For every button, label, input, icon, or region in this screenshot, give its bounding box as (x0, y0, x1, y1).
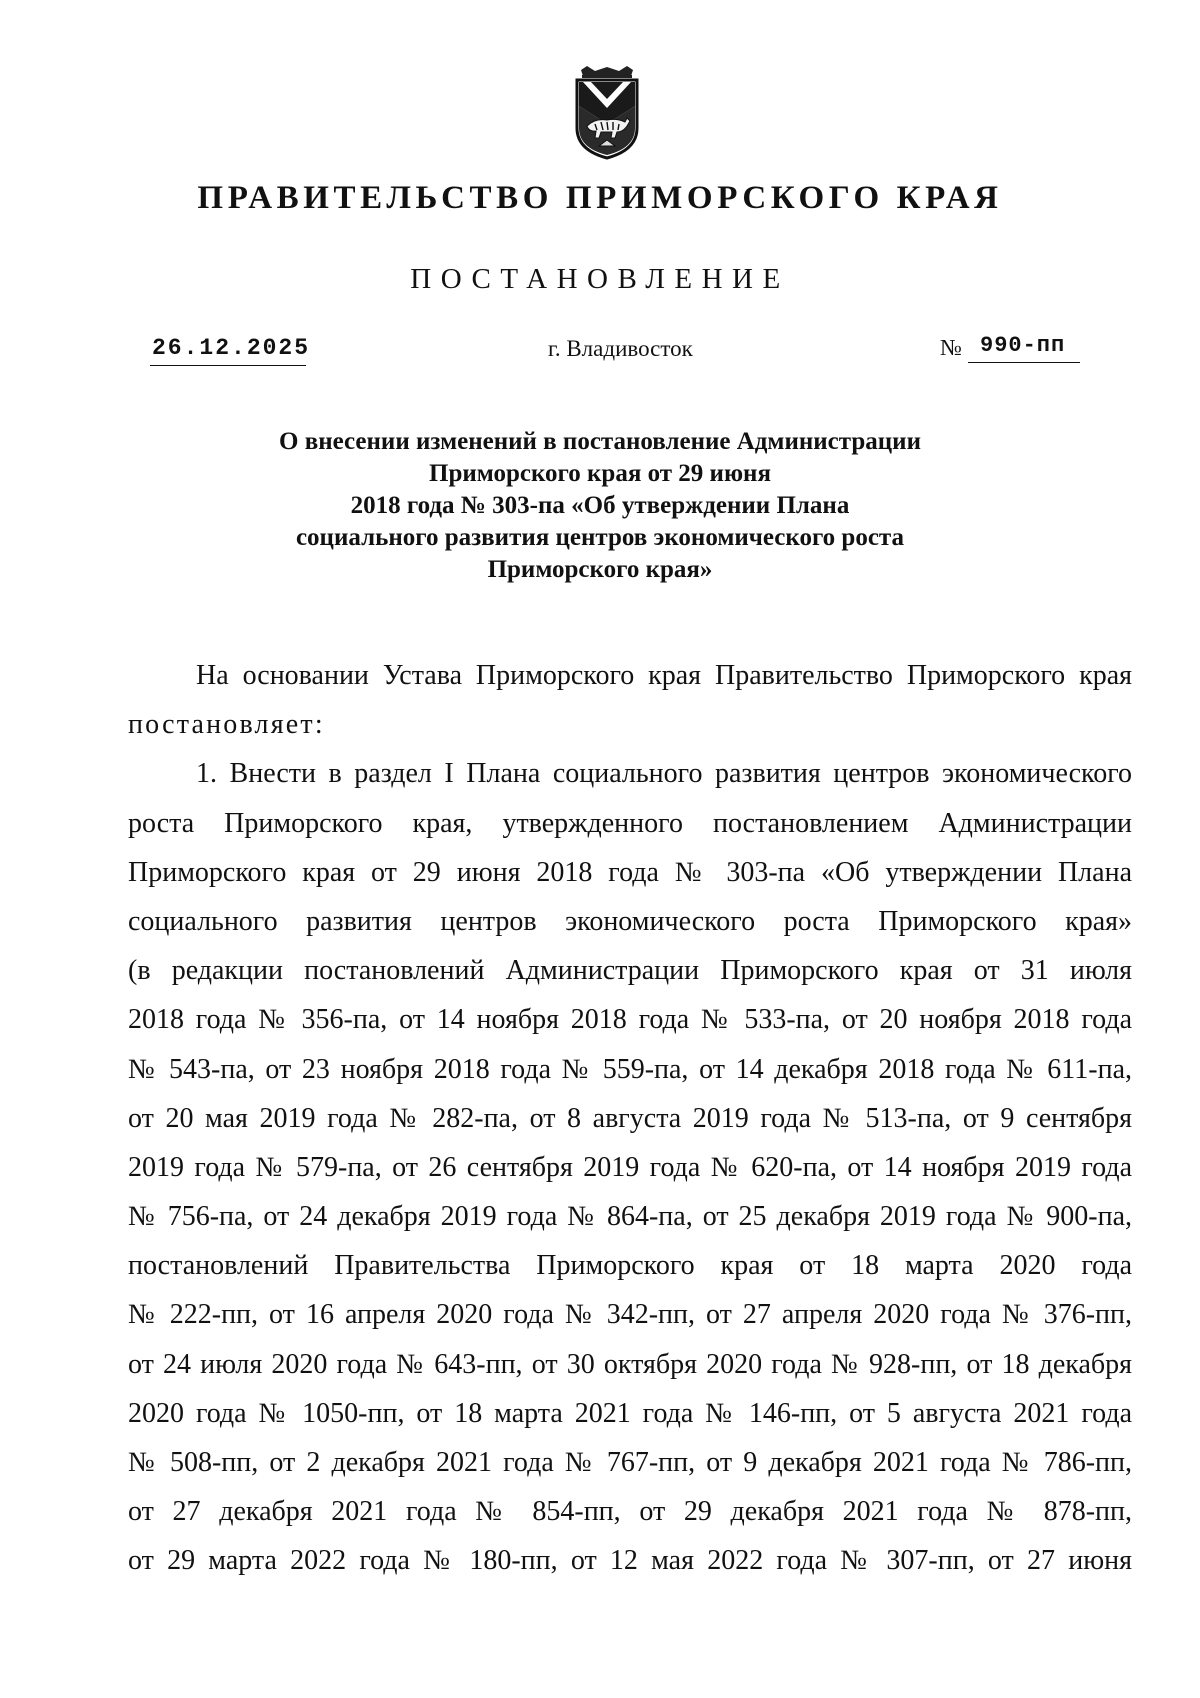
body-line: (в редакции постановлений Администрации Приморского края от 31 июля (128, 955, 1132, 987)
body-line: Приморского края от 29 июня 2018 года № 303-па «Об утверждении Плана (128, 856, 1132, 888)
preamble-line: На основании Устава Приморского края Правительство Приморского края (196, 660, 1132, 691)
body-line: от 20 мая 2019 года № 282-па, от 8 августа 2019 года № 513-па, от 9 сентября (128, 1102, 1132, 1134)
body-line: от 27 декабря 2021 года № 854-пп, от 29 декабря 2021 года № 878-пп, (128, 1496, 1132, 1528)
document-number: 990-пп (980, 333, 1066, 358)
subject-line: Приморского края от 29 июня (429, 460, 771, 487)
body-line: 2018 года № 356-па, от 14 ноября 2018 года № 533-па, от 20 ноября 2018 года (128, 1004, 1132, 1036)
number-underline (968, 362, 1080, 363)
document-subject (0, 426, 1200, 586)
date-underline (150, 365, 306, 366)
subject-line: Приморского края» (487, 556, 713, 583)
subject-line: О внесении изменений в постановление Администрации (279, 428, 921, 455)
subject-line: 2018 года № 303-па «Об утверждении Плана (350, 492, 850, 519)
subject-line: социального развития центров экономического роста (295, 524, 905, 551)
body-line: 2019 года № 579-па, от 26 сентября 2019 года № 620-па, от 14 ноября 2019 года (128, 1151, 1132, 1183)
body-line: постановлений Правительства Приморского края от 18 марта 2020 года (128, 1250, 1132, 1282)
document-type: ПОСТАНОВЛЕНИЕ (410, 263, 790, 295)
body-line: № 222-пп, от 16 апреля 2020 года № 342-пп, от 27 апреля 2020 года № 376-пп, (128, 1299, 1132, 1331)
body-line: 1. Внести в раздел I Плана социального развития центров экономического (196, 758, 1132, 790)
body-line: 2020 года № 1050-пп, от 18 марта 2021 года № 146-пп, от 5 августа 2021 года (128, 1397, 1132, 1429)
organization-title: ПРАВИТЕЛЬСТВО ПРИМОРСКОГО КРАЯ (197, 180, 1003, 216)
body-line: от 24 июля 2020 года № 643-пп, от 30 октября 2020 года № 928-пп, от 18 декабря (128, 1348, 1132, 1380)
preamble-resolves: постановляет: (128, 709, 325, 741)
body-line: роста Приморского края, утвержденного постановлением Администрации (128, 807, 1132, 839)
body-line: № 543-па, от 23 ноября 2018 года № 559-па, от 14 декабря 2018 года № 611-па, (128, 1053, 1132, 1085)
number-sign: № (940, 335, 962, 360)
document-body (128, 651, 1132, 1586)
body-line: № 756-па, от 24 декабря 2019 года № 864-па, от 25 декабря 2019 года № 900-па, (128, 1201, 1132, 1233)
document-city: г. Владивосток (548, 336, 693, 361)
document-date: 26.12.2025 (152, 335, 311, 361)
body-line: социального развития центров экономического роста Приморского края» (128, 905, 1132, 937)
body-line: от 29 марта 2022 года № 180-пп, от 12 мая 2022 года № 307-пп, от 27 июня (128, 1545, 1132, 1577)
body-line: № 508-пп, от 2 декабря 2021 года № 767-пп, от 9 декабря 2021 года № 786-пп, (128, 1447, 1132, 1478)
coat-of-arms-icon (573, 66, 641, 164)
